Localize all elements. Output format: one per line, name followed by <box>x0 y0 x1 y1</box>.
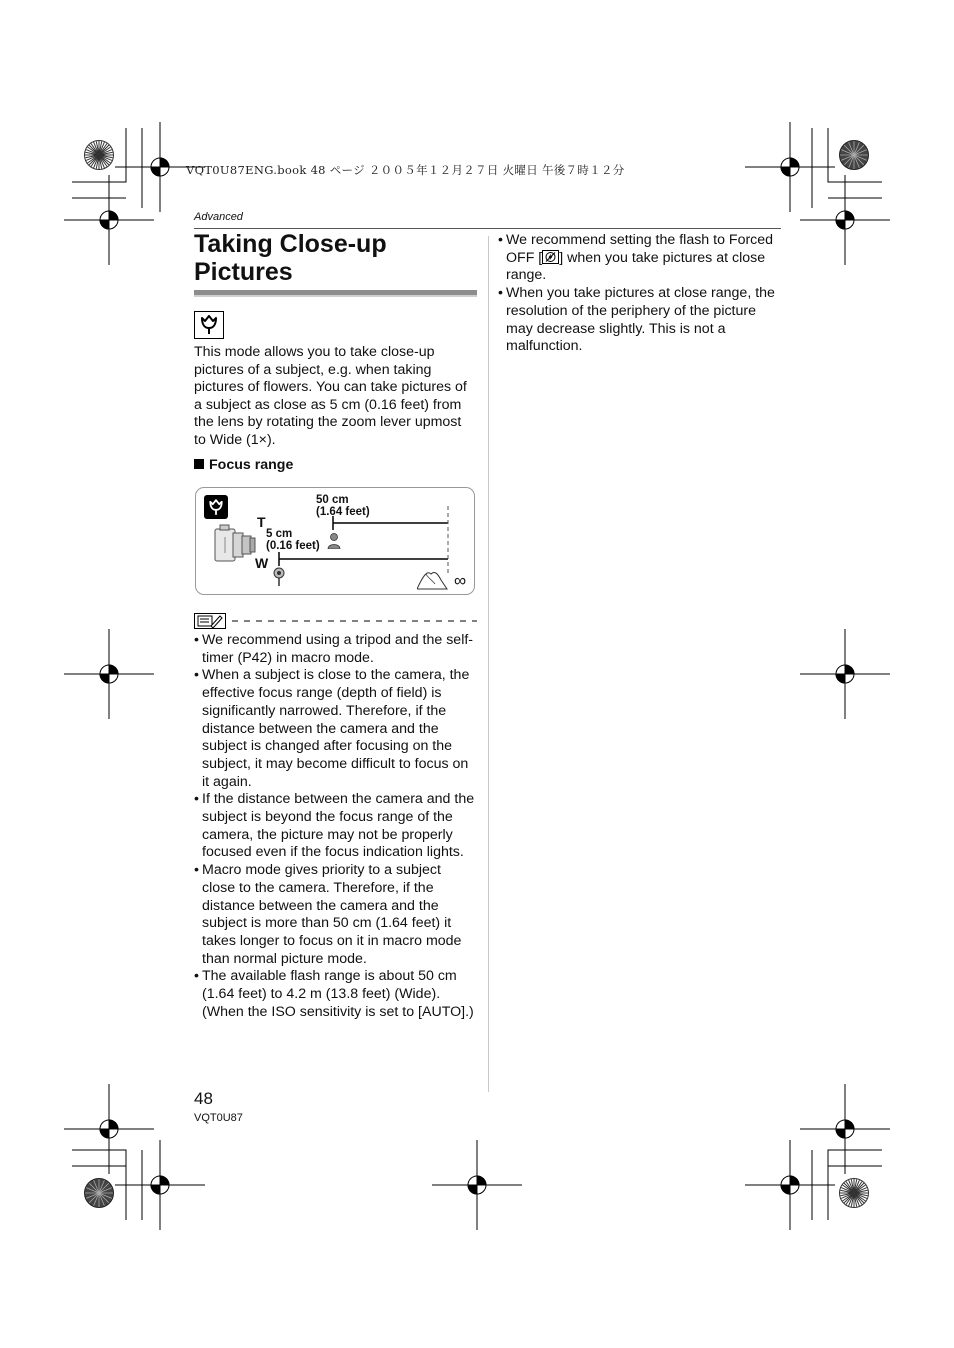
title-underline-bar <box>194 290 477 297</box>
near-distance-imperial: (0.16 feet) <box>266 540 320 552</box>
page-title: Taking Close-up Pictures <box>194 230 387 286</box>
notes-dashed-rule <box>232 613 477 629</box>
infinity-label: ∞ <box>454 571 467 590</box>
model-code: VQT0U87 <box>194 1112 243 1124</box>
focus-range-heading <box>194 457 293 473</box>
intro-paragraph: This mode allows you to take close-up pictures of a subject, e.g. when taking pictures of flowers. You can take pictures of a subject as close as 5 cm (0.16 feet) from the lens by rotating the zoom lever upmost to Wide (1×). <box>194 344 467 448</box>
flash-note-start: We recommend setting the flash to Forced OFF [ <box>506 232 774 266</box>
section-label: Advanced <box>194 211 243 223</box>
list-item: • If the distance between the camera and the subject is beyond the focus range of the camera, the picture may not be properly focused even if the focus indication lights. <box>194 791 477 862</box>
memo-icon <box>194 613 226 629</box>
page-number: 48 <box>194 1089 213 1108</box>
column-divider <box>488 236 489 1092</box>
list-item: • We recommend using a tripod and the self-timer (P42) in macro mode. <box>194 632 477 667</box>
list-item: • When you take pictures at close range, the resolution of the periphery of the picture may decrease slightly. This is not a malfunction. <box>498 285 780 356</box>
list-item: • The available flash range is about 50 cm (1.64 feet) to 4.2 m (13.8 feet) (Wide). (When the ISO sensitivity is set to [AUTO].) <box>194 968 477 1021</box>
tele-label: T <box>257 514 266 530</box>
square-bullet-icon <box>194 459 204 469</box>
near-distance-metric: 5 cm <box>266 528 293 540</box>
header-rule <box>194 228 781 229</box>
flash-off-icon <box>542 250 559 264</box>
list-item: • Macro mode gives priority to a subject close to the camera. Therefore, if the distance between the camera and the subject is more than 50 cm (1.64 feet) it takes longer to focus on it in macro mode than normal picture mode. <box>194 862 477 968</box>
person-icon <box>327 533 341 549</box>
far-distance-metric: 50 cm <box>316 494 349 506</box>
far-distance-imperial: (1.64 feet) <box>316 506 370 518</box>
list-item-flash <box>498 232 780 285</box>
mountain-icon <box>417 568 455 590</box>
notes-header <box>194 613 477 629</box>
notes-list <box>194 632 477 1021</box>
focus-range-diagram <box>195 487 475 595</box>
flower-icon <box>271 566 287 586</box>
focus-range-heading-text: Focus range <box>209 457 294 473</box>
wide-label: W <box>255 555 269 571</box>
list-item: • When a subject is close to the camera, the effective focus range (depth of field) is significantly narrowed. Therefore, if the distance between the camera and the subject is changed after focusing on the subject, it may become difficult to focus on it again. <box>194 667 477 791</box>
right-notes-list <box>498 232 780 356</box>
macro-mode-icon <box>194 311 224 339</box>
print-header: VQT0U87ENG.book 48 ページ ２００５年１２月２７日 火曜日 午後７時１２分 <box>186 163 625 177</box>
flash-note-end: ] when you take pictures at close range. <box>506 249 766 284</box>
